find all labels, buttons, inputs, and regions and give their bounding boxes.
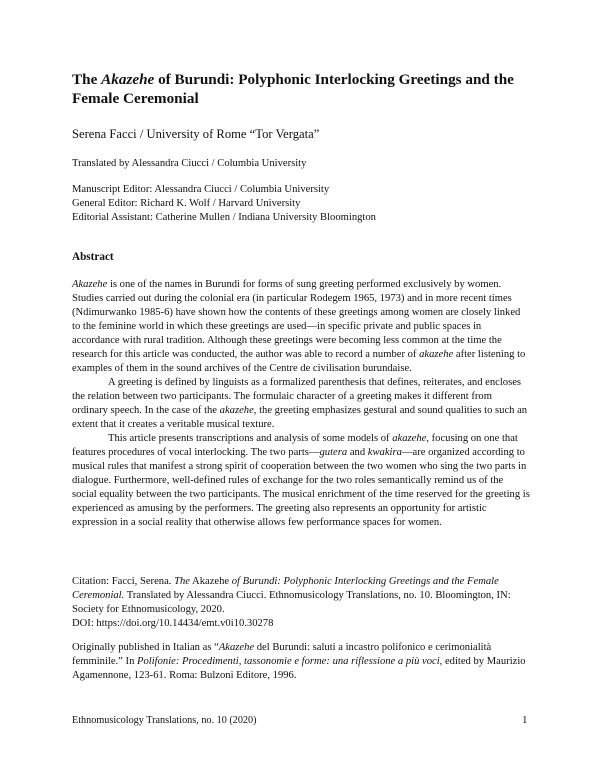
paragraph-text: A greeting is defined by linguists as a formalized parenthesis that defines, reiterates, and encloses the relation between two participants. The formulaic character of a greeting makes it different from ordinary speech. In the case of the (72, 377, 522, 416)
paragraph-text: after listening to examples of them in the sound archives of the Centre de civilisation burundaise. (72, 349, 526, 374)
paragraph-text: This article presents transcriptions and analysis of some models of (108, 433, 393, 444)
citation-text (72, 575, 530, 617)
paragraph-text: —are organized according to musical rules that manifest a strong spirit of cooperation between the two women who sing the two parts in dialogue. Furthermore, well-defined rules of exchange for the two roles semantically remind us of the social equality between the two participants. The musical enrichment of the time reserved for the greeting is experienced as amusing by the performers. The greeting also represents an opportunity for artistic expression in a social reality that otherwise allows few performance spaces for women. (72, 447, 530, 528)
title-text-rest: of Burundi: Polyphonic Interlocking Greetings and the Female Ceremonial (72, 71, 514, 107)
italic-term: gutera (319, 447, 348, 458)
editorial-assistant: Editorial Assistant: Catherine Mullen / Indiana University Bloomington (72, 212, 376, 223)
citation-italic: The (174, 576, 190, 587)
paragraph-text: and (347, 447, 368, 458)
citation-part: Citation: Facci, Serena. (72, 576, 175, 587)
editors-block (72, 183, 542, 225)
note-part: Originally published in Italian as “ (72, 642, 219, 653)
italic-term: Akazehe (72, 279, 108, 290)
paragraph-text: , the greeting emphasizes gestural and sound qualities to such an extent that it creates a veritable musical texture. (72, 405, 528, 430)
original-publication-note (72, 641, 534, 683)
note-part: , edited by Maurizio Agamennone, 123-61. Roma: Bulzoni Editore, 1996. (72, 656, 526, 681)
paragraph-text: is one of the names in Burundi for forms of sung greeting performed exclusively by women. Studies carried out during the colonial era (in particular Rodegem 1965, 1973) and in more recent times (Ndimurwanko 1985-6) have shown how the contents of these greetings among women are closely linked to the feminine world in which these greetings are used—in specific private and public spaces in accordance with rural tradition. Although these greetings were becoming less common at the time the research for this article was conducted, the author was able to record a number of (72, 279, 521, 360)
manuscript-editor: Manuscript Editor: Alessandra Ciucci / Columbia University (72, 184, 330, 195)
translator-line: Translated by Alessandra Ciucci / Columbia University (72, 158, 307, 169)
paragraph-text: focusing on one that features procedures of vocal interlocking. The two parts— (72, 433, 518, 458)
abstract-body (72, 278, 530, 530)
note-italic: Akazehe (218, 642, 255, 653)
citation-part: Translated by Alessandra Ciucci. Ethnomusicology Translations, no. 10. Bloomington, IN: Society for Ethnomusicology, 2020. (72, 590, 511, 615)
abstract-paragraph-3 (72, 432, 530, 530)
page-number: 1 (522, 714, 528, 726)
title-text: The (72, 71, 102, 88)
citation-block (72, 575, 530, 631)
abstract-paragraph-2 (72, 376, 530, 432)
note-part: del Burundi: saluti a incastro polifonico e cerimonialità femminile.” In (72, 642, 492, 667)
title-italic-term: Akazehe (101, 71, 155, 88)
italic-term: akazehe (219, 405, 254, 416)
abstract-heading: Abstract (72, 251, 114, 263)
note-italic: Polifonie: Procedimenti, tassonomie e forme: una riflessione a più voci (137, 656, 440, 667)
doi-link[interactable]: DOI: https://doi.org/10.14434/emt.v0i10.30278 (72, 618, 274, 629)
italic-term: kwakira (367, 447, 402, 458)
italic-term: akazehe, (392, 433, 429, 444)
article-title (72, 70, 542, 108)
citation-italic: of Burundi: Polyphonic Interlocking Greetings and the Female Ceremonial. (72, 576, 499, 601)
citation-part: Akazehe (189, 576, 232, 587)
general-editor: General Editor: Richard K. Wolf / Harvard University (72, 198, 301, 209)
abstract-paragraph-1 (72, 278, 530, 376)
italic-term: akazehe (419, 349, 454, 360)
footer-journal: Ethnomusicology Translations, no. 10 (2020) (72, 715, 257, 726)
author-line: Serena Facci / University of Rome “Tor Vergata” (72, 127, 320, 141)
